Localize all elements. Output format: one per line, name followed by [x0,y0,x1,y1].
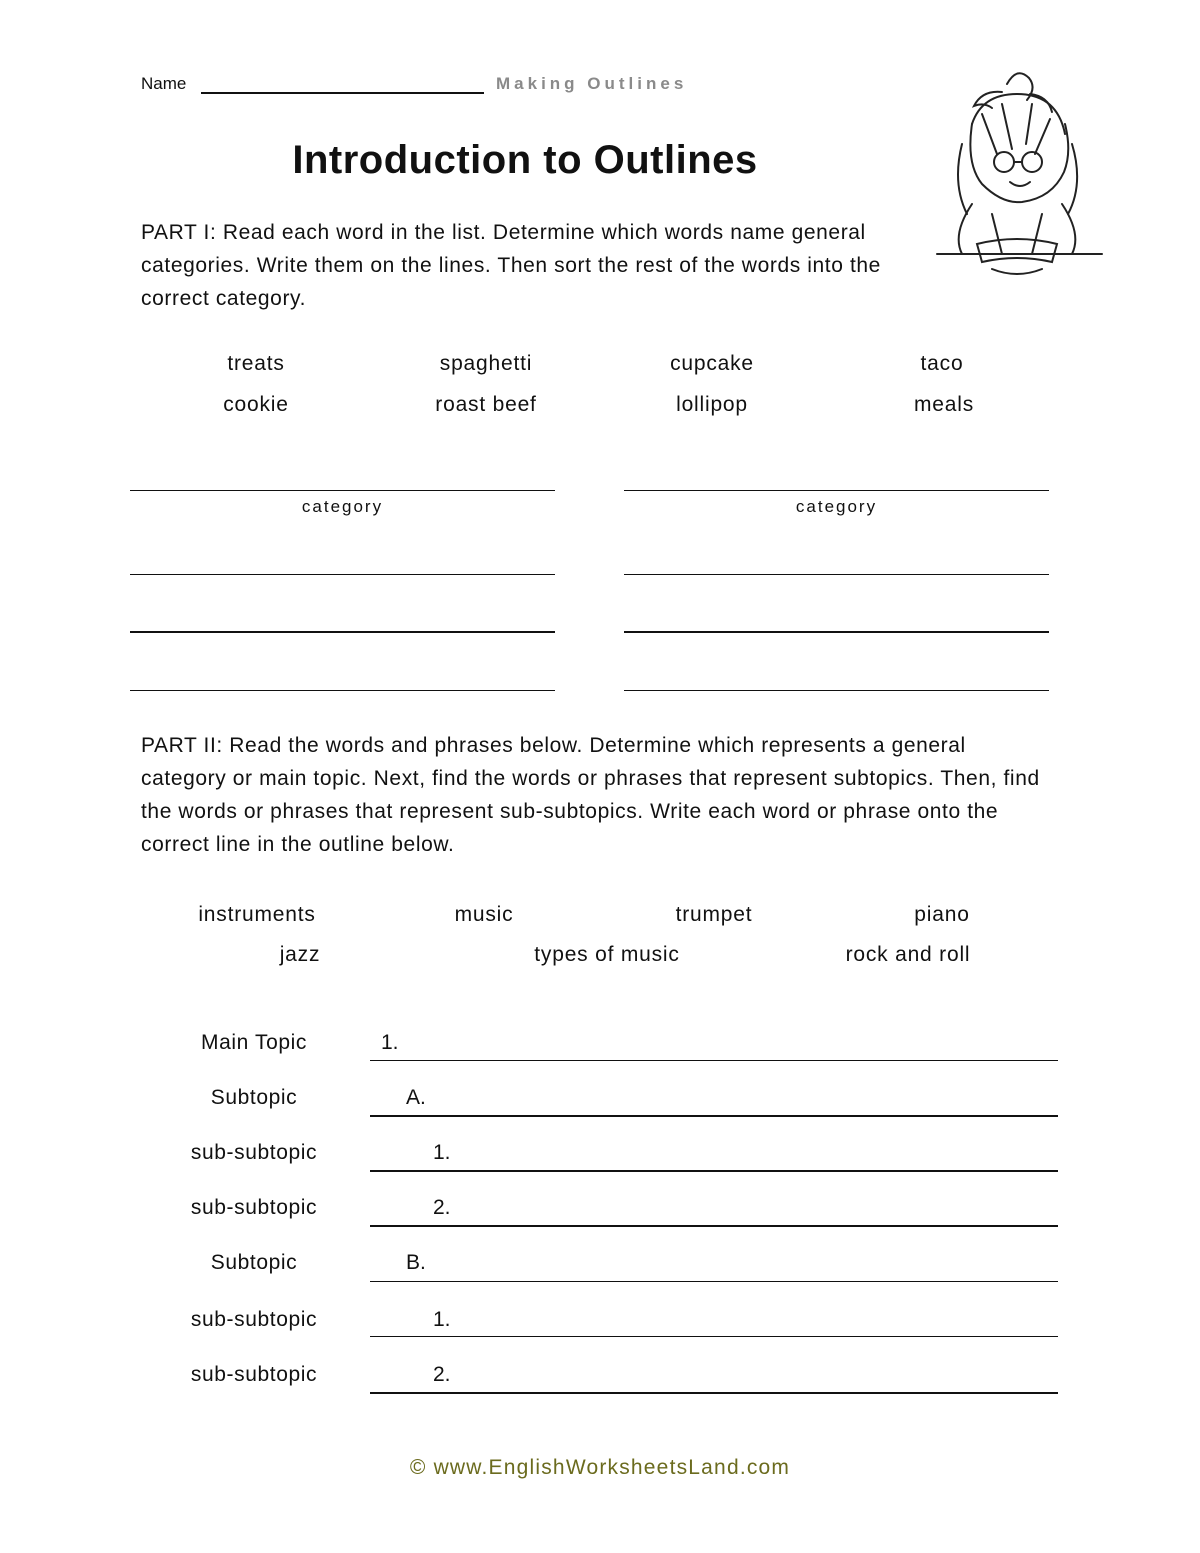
category-label-left: category [301,497,384,516]
outline-row-marker: 1. [381,1031,399,1054]
category-label-right: category [795,497,878,516]
outline-answer-line[interactable] [370,1336,1058,1337]
outline-row-label: sub-subtopic [190,1363,318,1386]
word-list-item: treats [227,352,285,375]
word-list-item: trumpet [675,903,753,926]
outline-row-label: sub-subtopic [190,1196,318,1219]
category-line-left[interactable] [130,490,555,491]
footer-copyright-link[interactable]: © www.EnglishWorksheetsLand.com [409,1456,791,1479]
word-list-item: meals [913,393,975,416]
outline-answer-line[interactable] [370,1115,1058,1117]
outline-row-marker: 1. [433,1308,451,1331]
word-list-item: taco [920,352,964,375]
outline-answer-line[interactable] [370,1170,1058,1172]
answer-line[interactable] [624,690,1049,691]
word-list-item: spaghetti [439,352,533,375]
outline-answer-line[interactable] [370,1225,1058,1227]
outline-row-label: Subtopic [210,1086,298,1109]
outline-row-marker: 1. [433,1141,451,1164]
word-list-item: lollipop [676,393,748,416]
page-title: Introduction to Outlines [292,138,758,182]
outline-answer-line[interactable] [370,1281,1058,1282]
word-list-item: music [454,903,514,926]
answer-line[interactable] [130,574,555,575]
name-field-line[interactable] [201,92,484,94]
word-list-item: rock and roll [845,943,971,966]
word-list-item: piano [914,903,970,926]
outline-row-marker: 2. [433,1363,451,1386]
outline-row-marker: 2. [433,1196,451,1219]
word-list-item: cupcake [670,352,754,375]
outline-answer-line[interactable] [370,1060,1058,1061]
outline-row-label: Subtopic [210,1251,298,1274]
word-list-item: cookie [223,393,289,416]
answer-line[interactable] [624,631,1049,633]
word-list-item: instruments [198,903,316,926]
name-label: Name [141,74,187,93]
outline-answer-line[interactable] [370,1392,1058,1394]
word-list-item: types of music [534,943,680,966]
outline-row-marker: B. [406,1251,426,1274]
answer-line[interactable] [130,631,555,633]
word-list-item: roast beef [435,393,537,416]
part2-instructions: PART II: Read the words and phrases below. Determine which represents a general category or main topic. Next, find the words or phrases that represent subtopics. Then, find the words or phrases that represent sub-subtopics. Write each word or phrase onto the correct line in the outline below. [141,734,1040,856]
outline-row-marker: A. [406,1086,426,1109]
word-list-item: jazz [279,943,321,966]
outline-row-label: Main Topic [201,1031,307,1054]
outline-row-label: sub-subtopic [190,1141,318,1164]
part1-instructions: PART I: Read each word in the list. Determine which words name general categories. Write them on the lines. Then sort the rest of the words into the correct category. [141,221,881,310]
outline-row-label: sub-subtopic [190,1308,318,1331]
worksheet-subject: Making Outlines [496,74,688,93]
category-line-right[interactable] [624,490,1049,491]
answer-line[interactable] [130,690,555,691]
answer-line[interactable] [624,574,1049,575]
